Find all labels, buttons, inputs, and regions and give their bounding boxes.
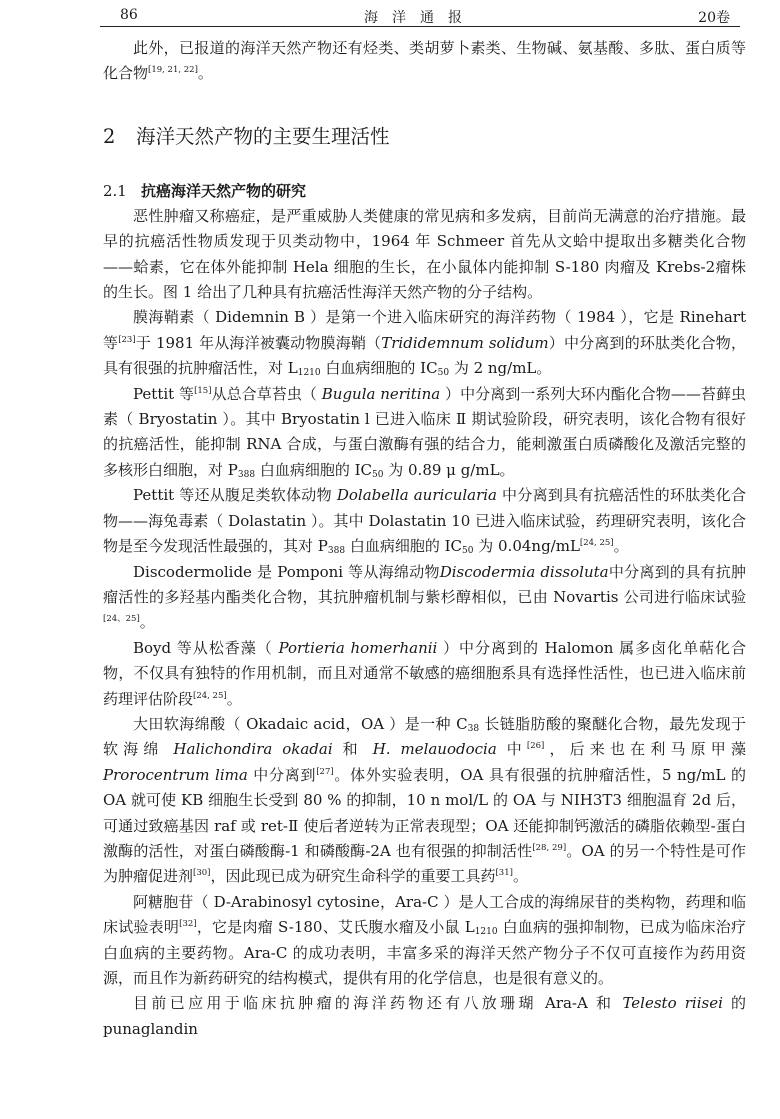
citation: [24、25] xyxy=(103,614,140,625)
citation: [28, 29] xyxy=(532,842,567,853)
volume-label: 20卷 xyxy=(698,10,730,26)
citation: [32] xyxy=(179,919,197,930)
citation: [23] xyxy=(118,334,136,345)
paragraph-cancer-intro: 恶性肿瘤又称癌症，是严重威胁人类健康的常见病和多发病，目前尚无满意的治疗措施。最早的抗癌活性物质发现于贝类动物中，1964 年 Schmeer 首先从文蛤中提取出多糖类化合物——蛤素，它在体外能抑制 Hela 细胞的生长，在小鼠体内能抑制 S-180 肉瘤及 Krebs-2瘤株的生长。图 1 给出了几种具有抗癌活性海洋天然产物的分子结构。 xyxy=(103,206,746,302)
running-header xyxy=(100,4,740,27)
citation: [27] xyxy=(316,766,334,777)
citation: [26] xyxy=(526,741,545,752)
subsection-heading: 2.1 抗癌海洋天然产物的研究 xyxy=(103,181,307,200)
paragraph-didemnin: 膜海鞘素（ Didemnin B ）是第一个进入临床研究的海洋药物（ 1984 ），它是 Rinehart 等[23]于 1981 年从海洋被囊动物膜海鞘（Trididemnum solidum）中分离到的环肽类化合物，具有很强的抗肿瘤活性，对 $L_{1210}$ 白血病细胞的 $IC_{50}$ 为 2 ng/mL。 xyxy=(103,308,746,379)
paragraph-other-compounds: 此外，已报道的海洋天然产物还有烃类、类胡萝卜素类、生物碱、氨基酸、多肽、蛋白质等化合物[19, 21, 22]。 xyxy=(103,39,746,83)
article-body xyxy=(103,36,746,1042)
citation: [24, 25] xyxy=(579,538,614,549)
citation: [19, 21, 22] xyxy=(148,65,198,76)
paragraph-dolastatin: Pettit 等还从腹足类软体动物 Dolabella auricularia 中分离到具有抗癌活性的环肽类化合物——海兔毒素（ Dolastatin ）。其中 Dolastatin 10 已进入临床试验，药理研究表明，该化合物是至今发现活性最强的，其对 $P_{388}$ 白血病细胞的 $IC_{50}$ 为 0.04ng/mL[24, 25]。 xyxy=(103,486,746,557)
paragraph-okadaic-acid: 大田软海绵酸（ Okadaic acid，OA ）是一种 $C_{38}$ 长链脂肪酸的聚醚化合物，最先发现于软海绵 Halichondira okadai 和 H. melauodocia 中[26]，后来也在利马原甲藻 Prorocentrum lima 中分离到[27]。体外实验表明，OA 具有很强的抗肿瘤活性，5 ng/mL 的 OA 就可使 KB 细胞生长受到 80 % 的抑制，10 n mol/L 的 OA 与 NIH3T3 细胞温育 2d 后，可通过致癌基因 raf 或 ret-Ⅱ 使后者逆转为正常表现型；OA 还能抑制钙激活的磷脂依赖型-蛋白激酶的活性，对蛋白磷酸酶-1 和磷酸酶-2A 也有很强的抑制活性[28, 29]。OA 的另一个特性是可作为肿瘤促进剂[30]，因此现已成为研究生命科学的重要工具药[31]。 xyxy=(103,714,746,886)
paragraph-bryostatin: Pettit 等[15]从总合草苔虫（ Bugula neritina ）中分离到一系列大环内酯化合物——苔藓虫素（ Bryostatin ）。其中 Bryostatin l 已进入临床 Ⅱ 期试验阶段，研究表明，该化合物有很好的抗癌活性，能抑制 RNA 合成，与蛋白激酶有强的结合力，能刺激蛋白质磷酸化及激活完整的多核形白细胞，对 $P_{388}$ 白血病细胞的 $IC_{50}$ 为 0.89 μ g/mL。 xyxy=(103,384,746,480)
paragraph-halomon: Boyd 等从松香藻（ Portieria homerhanii ）中分离到的 Halomon 属多卤化单萜化合物，不仅具有独特的作用机制，而且对通常不敏感的癌细胞系具有选择性活性，也已进入临床前药理评估阶段[24, 25]。 xyxy=(103,638,747,708)
paragraph-discodermolide: Discodermolide 是 Pomponi 等从海绵动物Discodermia dissoluta中分离到的具有抗肿瘤活性的多羟基内酯类化合物，其抗肿瘤机制与紫杉醇相似，已由 Novartis 公司进行临床试验[24、25]。 xyxy=(103,562,746,632)
citation: [30] xyxy=(193,868,211,879)
paragraph-clinical-drugs: 目前已应用于临床抗肿瘤的海洋药物还有八放珊瑚 Ara-A 和 Telesto riisei 的 punaglandin xyxy=(103,994,747,1038)
journal-title: 海洋通报 xyxy=(364,10,476,26)
paragraph-ara-c: 阿糖胞苷（ D-Arabinosyl cytosine，Ara-C ）是人工合成的海绵尿苷的类构物，药理和临床试验表明[32]，它是肉瘤 S-180、艾氏腹水瘤及小鼠 $L_{1210}$ 白血病的强抑制物，已成为临床治疗白血病的主要药物。Ara-C 的成功表明，丰富多采的海洋天然产物分子不仅可直接作为药用资源，而且作为新药研究的结构模式，提供有用的化学信息，也是很有意义的。 xyxy=(103,892,746,987)
citation: [31] xyxy=(495,868,513,879)
citation: [15] xyxy=(194,385,212,396)
page-number: 86 xyxy=(120,7,138,23)
citation: [24, 25] xyxy=(193,690,227,701)
section-heading: 2 海洋天然产物的主要生理活性 xyxy=(103,124,390,148)
